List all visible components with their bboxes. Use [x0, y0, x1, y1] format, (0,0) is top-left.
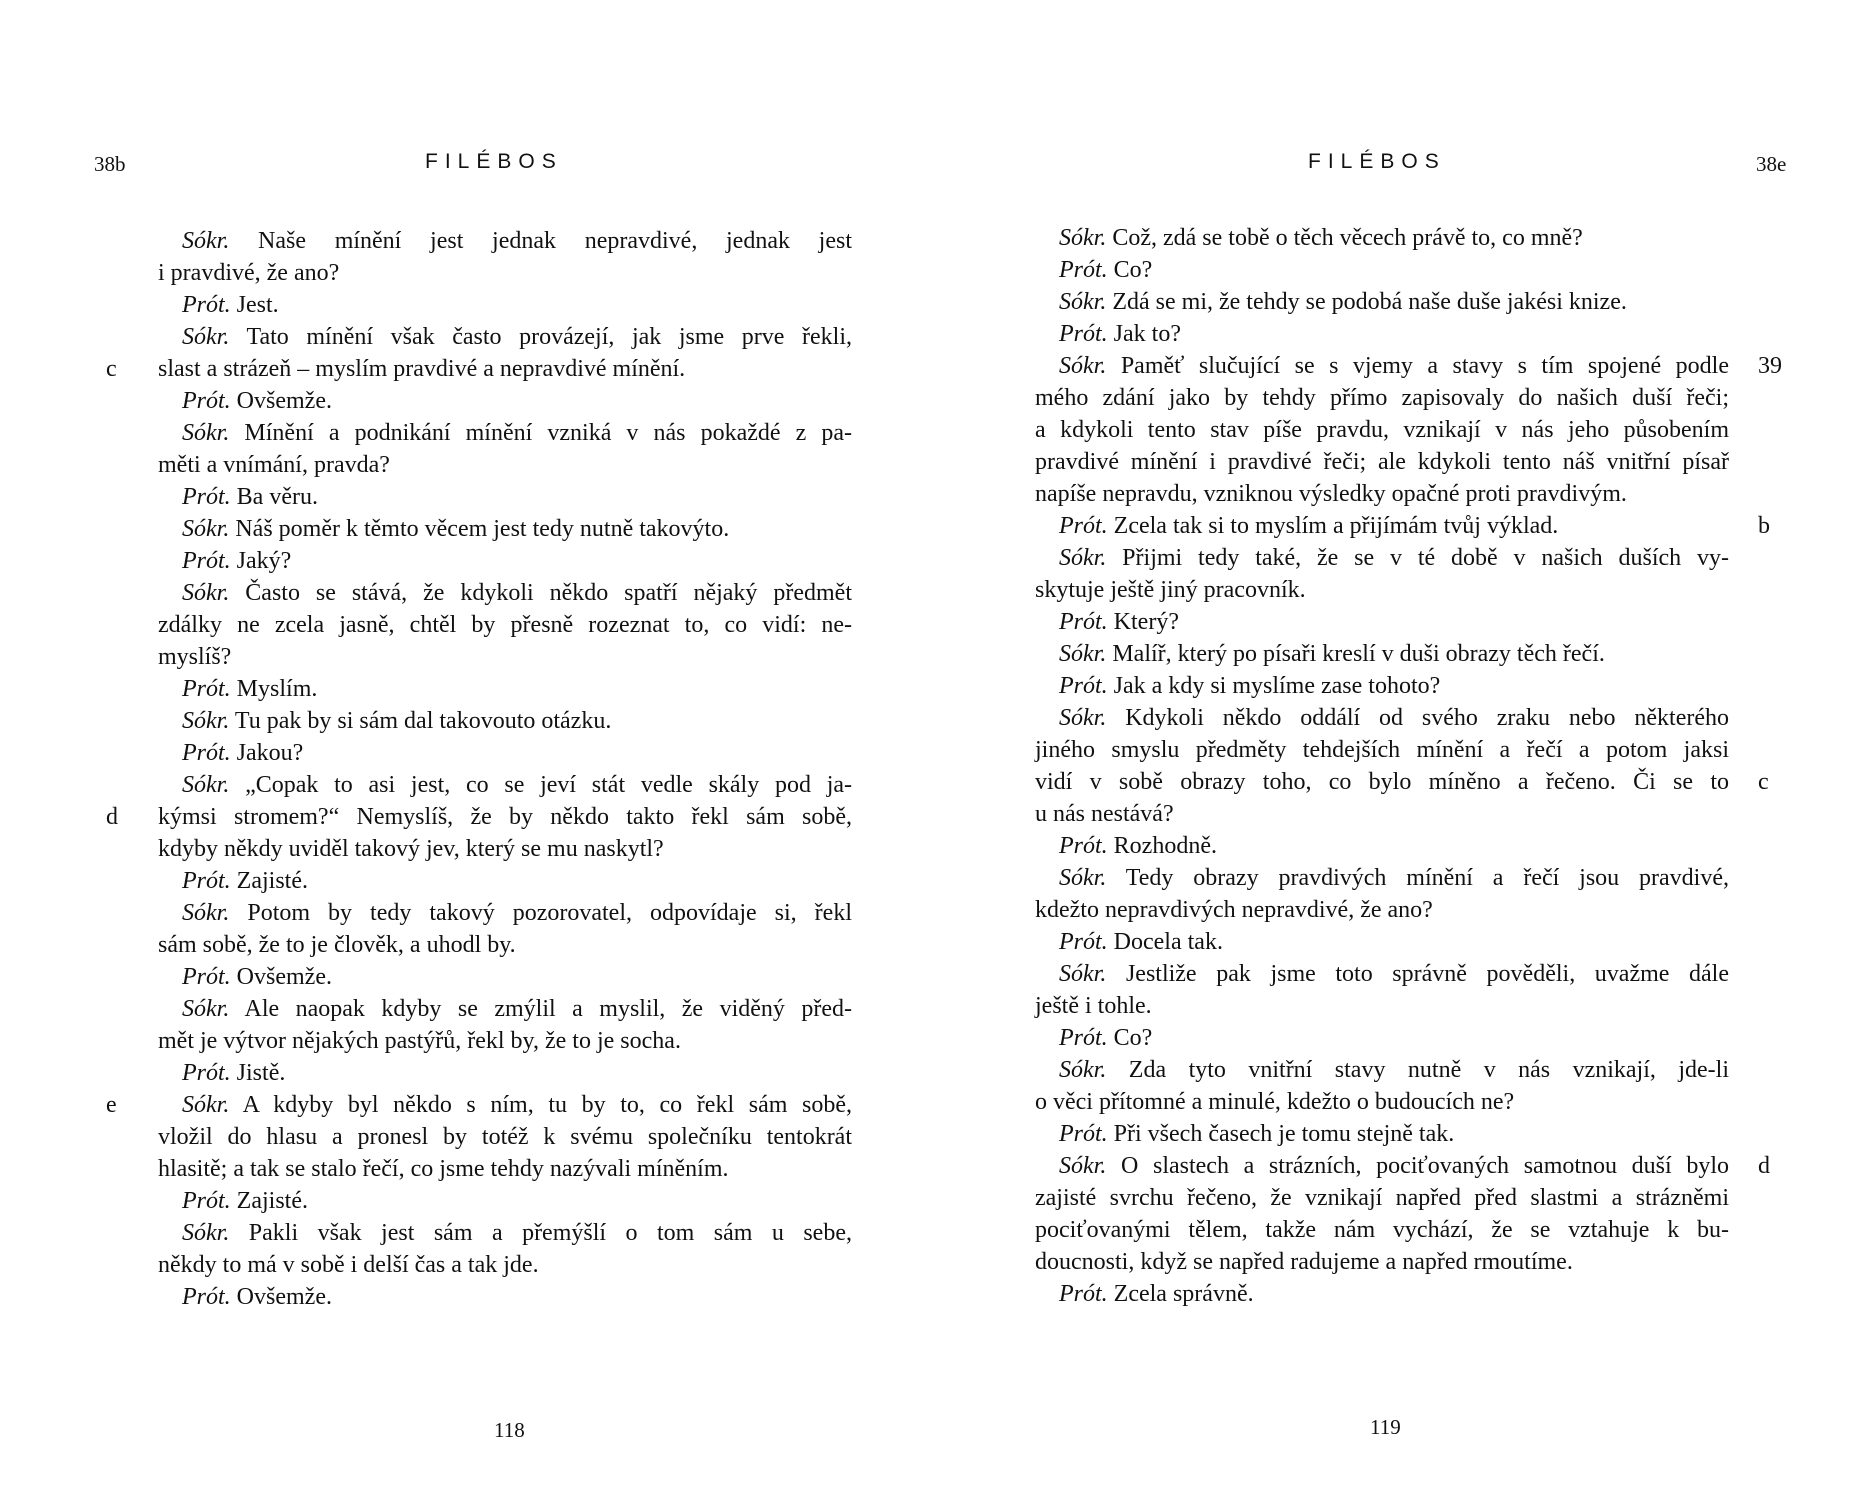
- text-line: [158, 769, 852, 801]
- text-line: [1035, 830, 1729, 862]
- text-line: [158, 1249, 852, 1281]
- text-line: [1035, 414, 1729, 446]
- line-text: kdežto nepravdivých nepravdivé, že ano?: [1035, 897, 1433, 923]
- line-text: jiného smyslu předměty tehdejších mínění a řečí a potom jaksi: [1035, 737, 1729, 763]
- line-text: u nás nestává?: [1035, 801, 1174, 827]
- text-line: [158, 225, 852, 257]
- line-text: vidí v sobě obrazy toho, co bylo míněno a řečeno. Či se to: [1035, 769, 1729, 795]
- text-line: [1035, 638, 1729, 670]
- speaker-label: Sókr.: [182, 420, 230, 446]
- text-line: [158, 1057, 852, 1089]
- text-line: [1035, 446, 1729, 478]
- text-line: [158, 321, 852, 353]
- speaker-label: Prót.: [182, 1188, 231, 1214]
- text-line: [1035, 222, 1729, 254]
- line-text: Přijmi tedy také, že se v té době v našich duších vy-: [1106, 545, 1729, 571]
- line-text: vložil do hlasu a pronesl by totéž k svému společníku tentokrát: [158, 1124, 852, 1150]
- text-line: [1035, 958, 1729, 990]
- text-line: [158, 1153, 852, 1185]
- page-number-left: 118: [494, 1418, 525, 1442]
- speaker-label: Prót.: [1059, 1281, 1108, 1307]
- line-text: Tato mínění však často provázejí, jak jsme prve řekli,: [229, 324, 852, 350]
- line-text: Zajisté.: [230, 868, 308, 894]
- text-line: [158, 833, 852, 865]
- text-line: [158, 673, 852, 705]
- text-line: [158, 705, 852, 737]
- speaker-label: Prót.: [182, 484, 231, 510]
- line-text: Náš poměr k těmto věcem jest tedy nutně takovýto.: [229, 516, 730, 542]
- text-line: [158, 993, 852, 1025]
- text-line: [1035, 894, 1729, 926]
- speaker-label: Prót.: [1059, 257, 1108, 283]
- text-line: [1035, 798, 1729, 830]
- text-line: [158, 417, 852, 449]
- speaker-label: Prót.: [1059, 1025, 1108, 1051]
- text-line: [1035, 318, 1729, 350]
- line-text: O slastech a strázních, pociťovaných samotnou duší bylo: [1106, 1153, 1729, 1179]
- text-line: [1035, 1278, 1729, 1310]
- text-line: [1035, 862, 1729, 894]
- speaker-label: Prót.: [1059, 321, 1108, 347]
- speaker-label: Sókr.: [182, 228, 230, 254]
- line-text: Jak to?: [1107, 321, 1181, 347]
- text-line: [1035, 1118, 1729, 1150]
- speaker-label: Sókr.: [1059, 289, 1107, 315]
- line-text: Zda tyto vnitřní stavy nutně v nás vznikají, jde-li: [1106, 1057, 1729, 1083]
- line-text: „Copak to asi jest, co se jeví stát vedle skály pod ja-: [229, 772, 852, 798]
- line-text: Kdykoli někdo oddálí od svého zraku nebo některého: [1106, 705, 1729, 731]
- page-number-right: 119: [1370, 1415, 1401, 1439]
- text-line: [158, 641, 852, 673]
- text-line: [106, 1089, 852, 1121]
- speaker-label: Prót.: [1059, 609, 1108, 635]
- line-text: mého zdání jako by tehdy přímo zapisovaly do našich duší řeči;: [1035, 385, 1729, 411]
- margin-marker: d: [1758, 1153, 1770, 1179]
- text-line: [158, 289, 852, 321]
- line-text: Který?: [1107, 609, 1179, 635]
- text-line: [1035, 990, 1729, 1022]
- text-line: [1035, 382, 1729, 414]
- line-text: Jistě.: [230, 1060, 286, 1086]
- text-line: [158, 449, 852, 481]
- speaker-label: Sókr.: [1059, 641, 1107, 667]
- speaker-label: Sókr.: [1059, 1057, 1107, 1083]
- line-text: ještě i tohle.: [1035, 993, 1152, 1019]
- line-text: pociťovanými tělem, takže nám vychází, že se vztahuje k bu-: [1035, 1217, 1729, 1243]
- line-text: Ale naopak kdyby se zmýlil a myslil, že viděný před-: [229, 996, 852, 1022]
- line-text: Pakli však jest sám a přemýšlí o tom sám u sebe,: [229, 1220, 852, 1246]
- line-text: pravdivé mínění i pravdivé řeči; ale kdykoli tento náš vnitřní písař: [1035, 449, 1729, 475]
- speaker-label: Sókr.: [1059, 1153, 1107, 1179]
- text-line: [158, 897, 852, 929]
- text-line: [1035, 670, 1729, 702]
- line-text: Rozhodně.: [1107, 833, 1217, 859]
- speaker-label: Sókr.: [182, 772, 230, 798]
- line-text: kdyby někdy uviděl takový jev, který se mu naskytl?: [158, 836, 664, 862]
- line-text: A kdyby byl někdo s ním, tu by to, co řekl sám sobě,: [229, 1092, 852, 1118]
- section-number-right: 38e: [1756, 152, 1787, 176]
- speaker-label: Sókr.: [182, 1092, 230, 1118]
- right-page: [931, 0, 1862, 1501]
- line-text: Mínění a podnikání mínění vzniká v nás pokaždé z pa-: [229, 420, 852, 446]
- speaker-label: Prót.: [1059, 833, 1108, 859]
- speaker-label: Sókr.: [182, 1220, 230, 1246]
- speaker-label: Sókr.: [1059, 545, 1107, 571]
- speaker-label: Sókr.: [182, 516, 230, 542]
- line-text: Jest.: [230, 292, 279, 318]
- line-text: Jak a kdy si myslíme zase tohoto?: [1107, 673, 1441, 699]
- line-text: napíše nepravdu, vzniknou výsledky opačné proti pravdivým.: [1035, 481, 1627, 507]
- margin-marker: c: [1758, 769, 1769, 795]
- text-line: [158, 1217, 852, 1249]
- text-line: [106, 801, 852, 833]
- text-line: [158, 513, 852, 545]
- text-line: [158, 481, 852, 513]
- text-line: [1035, 702, 1729, 734]
- line-text: Zcela tak si to myslím a přijímám tvůj výklad.: [1107, 513, 1559, 539]
- line-text: měti a vnímání, pravda?: [158, 452, 390, 478]
- text-line: [1035, 1054, 1729, 1086]
- line-text: mět je výtvor nějakých pastýřů, řekl by, že to je socha.: [158, 1028, 681, 1054]
- text-line: [158, 961, 852, 993]
- speaker-label: Prót.: [182, 740, 231, 766]
- text-line: [1035, 926, 1729, 958]
- line-text: hlasitě; a tak se stalo řečí, co jsme tehdy nazývali míněním.: [158, 1156, 729, 1182]
- speaker-label: Prót.: [182, 676, 231, 702]
- text-line: [1035, 286, 1729, 318]
- speaker-label: Sókr.: [182, 580, 230, 606]
- text-line: [158, 929, 852, 961]
- line-text: Ovšemže.: [230, 964, 332, 990]
- text-line: [106, 353, 852, 385]
- line-text: a kdykoli tento stav píše pravdu, vznikají v nás jeho působením: [1035, 417, 1729, 443]
- text-line: [158, 1121, 852, 1153]
- text-line: [1035, 510, 1770, 542]
- line-text: Ba věru.: [230, 484, 318, 510]
- line-text: Potom by tedy takový pozorovatel, odpovídaje si, řekl: [229, 900, 852, 926]
- speaker-label: Sókr.: [1059, 225, 1107, 251]
- line-text: Myslím.: [230, 676, 318, 702]
- text-line: [158, 257, 852, 289]
- speaker-label: Prót.: [182, 1284, 231, 1310]
- text-line: [158, 545, 852, 577]
- line-text: i pravdivé, že ano?: [158, 260, 340, 286]
- dialogue-text-left: [106, 225, 852, 1313]
- text-line: [1035, 574, 1729, 606]
- margin-marker: 39: [1758, 353, 1782, 379]
- line-text: Což, zdá se tobě o těch věcech právě to, co mně?: [1106, 225, 1583, 251]
- text-line: [1035, 1150, 1770, 1182]
- line-text: sám sobě, že to je člověk, a uhodl by.: [158, 932, 516, 958]
- line-text: Tu pak by si sám dal takovouto otázku.: [229, 708, 612, 734]
- speaker-label: Sókr.: [182, 324, 230, 350]
- line-text: Tedy obrazy pravdivých mínění a řečí jsou pravdivé,: [1106, 865, 1729, 891]
- text-line: [1035, 478, 1729, 510]
- speaker-label: Prót.: [182, 964, 231, 990]
- line-text: doucnosti, když se napřed radujeme a napřed rmoutíme.: [1035, 1249, 1573, 1275]
- speaker-label: Sókr.: [1059, 865, 1107, 891]
- speaker-label: Sókr.: [1059, 353, 1107, 379]
- line-text: Při všech časech je tomu stejně tak.: [1107, 1121, 1455, 1147]
- line-text: Zajisté.: [230, 1188, 308, 1214]
- line-text: Ovšemže.: [230, 1284, 332, 1310]
- text-line: [1035, 1246, 1729, 1278]
- speaker-label: Prót.: [182, 1060, 231, 1086]
- text-line: [1035, 766, 1769, 798]
- speaker-label: Prót.: [182, 292, 231, 318]
- text-line: [1035, 350, 1782, 382]
- speaker-label: Prót.: [1059, 513, 1108, 539]
- section-number-left: 38b: [94, 152, 126, 176]
- text-line: [158, 609, 852, 641]
- running-title-left: FILÉBOS: [425, 150, 563, 173]
- line-text: skytuje ještě jiný pracovník.: [1035, 577, 1306, 603]
- text-line: [158, 737, 852, 769]
- margin-marker: b: [1758, 513, 1770, 539]
- speaker-label: Sókr.: [1059, 961, 1107, 987]
- speaker-label: Prót.: [182, 548, 231, 574]
- text-line: [1035, 254, 1729, 286]
- line-text: Zcela správně.: [1107, 1281, 1254, 1307]
- text-line: [158, 385, 852, 417]
- speaker-label: Sókr.: [182, 900, 230, 926]
- speaker-label: Sókr.: [182, 708, 230, 734]
- text-line: [158, 1281, 852, 1313]
- line-text: o věci přítomné a minulé, kdežto o budoucích ne?: [1035, 1089, 1515, 1115]
- text-line: [1035, 1022, 1729, 1054]
- line-text: Naše mínění jest jednak nepravdivé, jednak jest: [229, 228, 852, 254]
- line-text: Jestliže pak jsme toto správně pověděli, uvažme dále: [1106, 961, 1729, 987]
- speaker-label: Sókr.: [182, 996, 230, 1022]
- text-line: [158, 1025, 852, 1057]
- line-text: Ovšemže.: [230, 388, 332, 414]
- speaker-label: Prót.: [1059, 929, 1108, 955]
- speaker-label: Sókr.: [1059, 705, 1107, 731]
- margin-marker: d: [106, 804, 118, 830]
- text-line: [1035, 1182, 1729, 1214]
- text-line: [1035, 1214, 1729, 1246]
- line-text: Co?: [1107, 1025, 1153, 1051]
- text-line: [1035, 606, 1729, 638]
- text-line: [1035, 542, 1729, 574]
- margin-marker: c: [106, 356, 117, 382]
- text-line: [158, 865, 852, 897]
- line-text: Zdá se mi, že tehdy se podobá naše duše jakési knize.: [1106, 289, 1627, 315]
- speaker-label: Prót.: [182, 388, 231, 414]
- line-text: Často se stává, že kdykoli někdo spatří nějaký předmět: [229, 580, 852, 606]
- line-text: kýmsi stromem?“ Nemyslíš, že by někdo takto řekl sám sobě,: [158, 804, 852, 830]
- line-text: Jakou?: [230, 740, 304, 766]
- line-text: Malíř, který po písaři kreslí v duši obrazy těch řečí.: [1106, 641, 1605, 667]
- line-text: zdálky ne zcela jasně, chtěl by přesně rozeznat to, co vidí: ne-: [158, 612, 852, 638]
- line-text: Jaký?: [230, 548, 292, 574]
- line-text: Docela tak.: [1107, 929, 1223, 955]
- speaker-label: Prót.: [182, 868, 231, 894]
- speaker-label: Prót.: [1059, 1121, 1108, 1147]
- speaker-label: Prót.: [1059, 673, 1108, 699]
- line-text: myslíš?: [158, 644, 232, 670]
- text-line: [1035, 734, 1729, 766]
- text-line: [158, 577, 852, 609]
- line-text: zajisté svrchu řečeno, že vznikají napřed před slastmi a strázněmi: [1035, 1185, 1729, 1211]
- margin-marker: e: [106, 1092, 117, 1118]
- line-text: někdy to má v sobě i delší čas a tak jde.: [158, 1252, 539, 1278]
- dialogue-text-right: [1035, 222, 1782, 1310]
- running-title-right: FILÉBOS: [1308, 150, 1446, 173]
- line-text: Co?: [1107, 257, 1153, 283]
- line-text: slast a strázeň – myslím pravdivé a nepravdivé mínění.: [158, 356, 686, 382]
- line-text: Paměť slučující se s vjemy a stavy s tím spojené podle: [1106, 353, 1729, 379]
- text-line: [1035, 1086, 1729, 1118]
- text-line: [158, 1185, 852, 1217]
